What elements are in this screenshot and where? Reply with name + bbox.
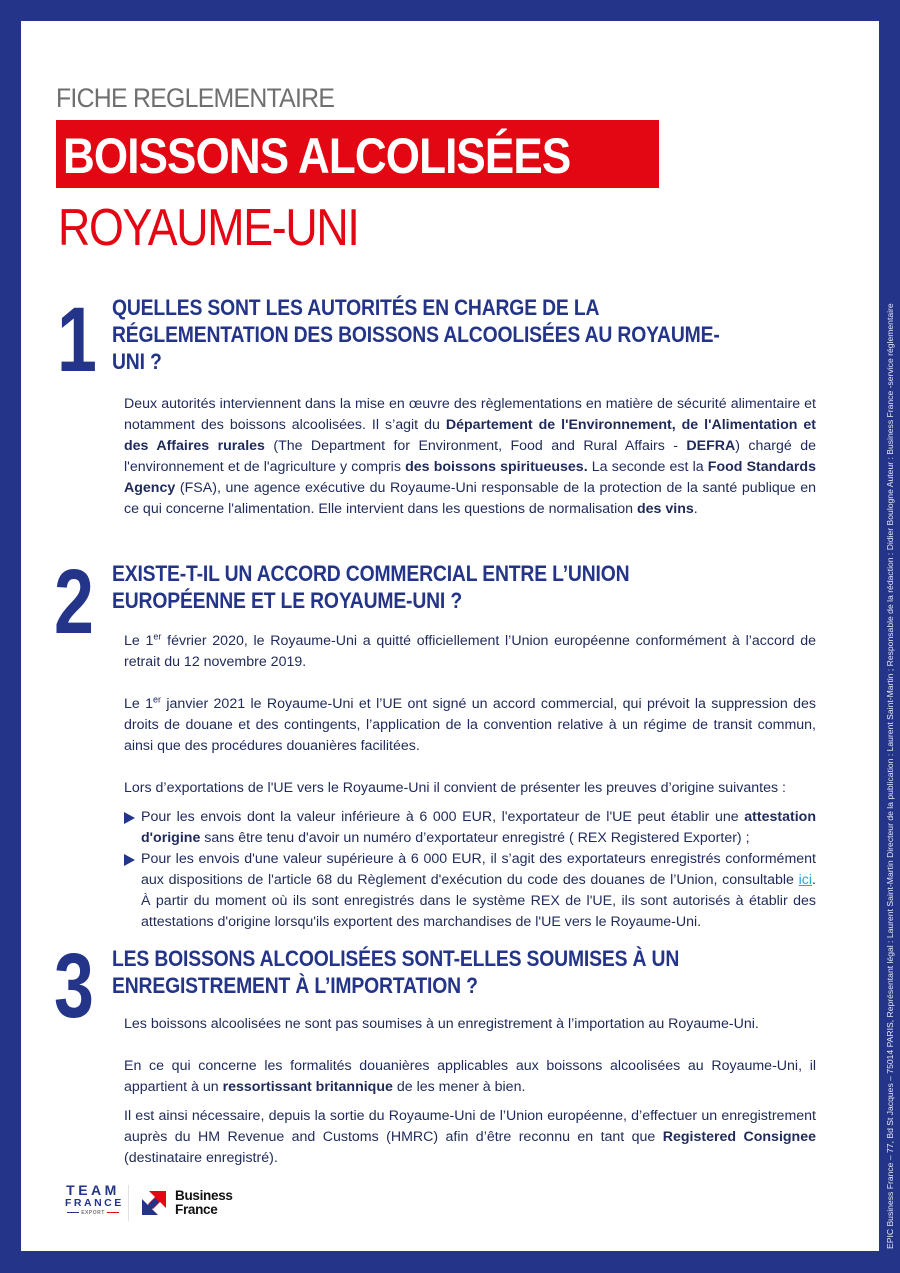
list-item: Pour les envois dont la valeur inférieure à 6 000 EUR, l'exportateur de l'UE peut établir une attestation d'origine sans être tenu d'avoir un numéro d’exportateur enregistré ( REX Registered Exporter) ; — [124, 807, 816, 849]
title-banner — [56, 120, 659, 188]
section-3-paragraph-1: Les boissons alcoolisées ne sont pas soumises à un enregistrement à l’importation au Royaume-Uni. — [124, 1016, 759, 1032]
section-1-body — [124, 394, 816, 520]
section-3-paragraph-3: Il est ainsi nécessaire, depuis la sortie du Royaume-Uni de l’Union européenne, d’effectuer un enregistrement auprès du HM Revenue and Customs (HMRC) afin d’être reconnu en tant que Registered Consignee (destinataire enregistré). — [124, 1108, 816, 1166]
business-france-logo-icon — [140, 1189, 168, 1217]
section-3-heading: LES BOISSONS ALCOOLISÉES SONT-ELLES SOUMISES À UN ENREGISTREMENT À L’IMPORTATION ? — [112, 946, 680, 998]
section-number-2: 2 — [54, 551, 94, 653]
legal-notice: EPIC Business France – 77, Bd St Jacques – 75014 PARIS, Représentant légal : Laurent Saint-Martin Directeur de la publication : Laurent Saint-Martin ; Responsable de la rédaction : Didier Boulogne Auteur : Business France -service réglementaire — [884, 303, 895, 1249]
logo-divider — [128, 1185, 129, 1221]
document-page — [21, 21, 879, 1251]
section-2-paragraph-2: Le 1er janvier 2021 le Royaume-Uni et l’UE ont signé un accord commercial, qui prévoit la suppression des droits de douane et des contingents, l’application de la convention relative à un régime de transit commun, ainsi que des procédures douanières facilitées. — [124, 694, 816, 754]
section-number-3: 3 — [54, 935, 94, 1037]
footer-logos — [65, 1183, 275, 1227]
section-2-heading: EXISTE-T-IL UN ACCORD COMMERCIAL ENTRE L’UNION EUROPÉENNE ET LE ROYAUME-UNI ? — [112, 561, 630, 613]
section-2-body — [124, 631, 816, 933]
triangle-bullet-icon — [124, 854, 135, 866]
section-2-paragraph-1: Le 1er février 2020, le Royaume-Uni a quitté officiellement l’Union européenne conformément à l’accord de retrait du 12 novembre 2019. — [124, 631, 816, 670]
team-france-export-logo: TEAM FRANCE EXPORT — [65, 1182, 124, 1216]
legal-sidebar — [879, 0, 900, 1273]
section-number-1: 1 — [57, 289, 97, 391]
country-title: ROYAUME-UNI — [58, 199, 359, 257]
section-3-body — [124, 1014, 816, 1169]
section-3-paragraph-2: En ce qui concerne les formalités douanières applicables aux boissons alcoolisées au Royaume-Uni, il appartient à un ressortissant britannique de les mener à bien. — [124, 1058, 816, 1095]
triangle-bullet-icon — [124, 812, 135, 824]
page-title: BOISSONS ALCOLISÉES — [63, 128, 571, 184]
document-type-label: FICHE REGLEMENTAIRE — [56, 83, 335, 113]
business-france-logo-text: Business France — [175, 1188, 233, 1217]
list-item: Pour les envois d'une valeur supérieure à 6 000 EUR, il s’agit des exportateurs enregistrés conformément aux dispositions de l'article 68 du Règlement d'exécution du code des douanes de l’Union, consultable ici. À partir du moment où ils sont enregistrés dans le système REX de l'UE, ils sont autorisés à établir des attestations d'origine lorsqu'ils exportent des marchandises de l'UE vers le Royaume-Uni. — [124, 849, 816, 933]
section-1-heading: QUELLES SONT LES AUTORITÉS EN CHARGE DE LA RÉGLEMENTATION DES BOISSONS ALCOOLISÉES AU ROYAUME- UNI ? — [112, 295, 720, 374]
section-1-paragraph: Deux autorités interviennent dans la mise en œuvre des règlementations en matière de sécurité alimentaire et notamment des boissons alcoolisées. Il s’agit du Département de l'Environnement, de l'Alimentation et des Affaires rurales (The Department for Environment, Food and Rural Affairs - DEFRA) chargé de l'environnement et de l'agriculture y compris des boissons spiritueuses. La seconde est la Food Standards Agency (FSA), une agence exécutive du Royaume-Uni responsable de la protection de la santé publique en ce qui concerne l'alimentation. Elle intervient dans les questions de normalisation des vins. — [124, 396, 817, 517]
regulation-link[interactable]: ici — [798, 872, 813, 888]
section-2-paragraph-3: Lors d’exportations de l'UE vers le Royaume-Uni il convient de présenter les preuves d’origine suivantes : — [124, 780, 786, 796]
origin-proof-list — [124, 807, 816, 933]
